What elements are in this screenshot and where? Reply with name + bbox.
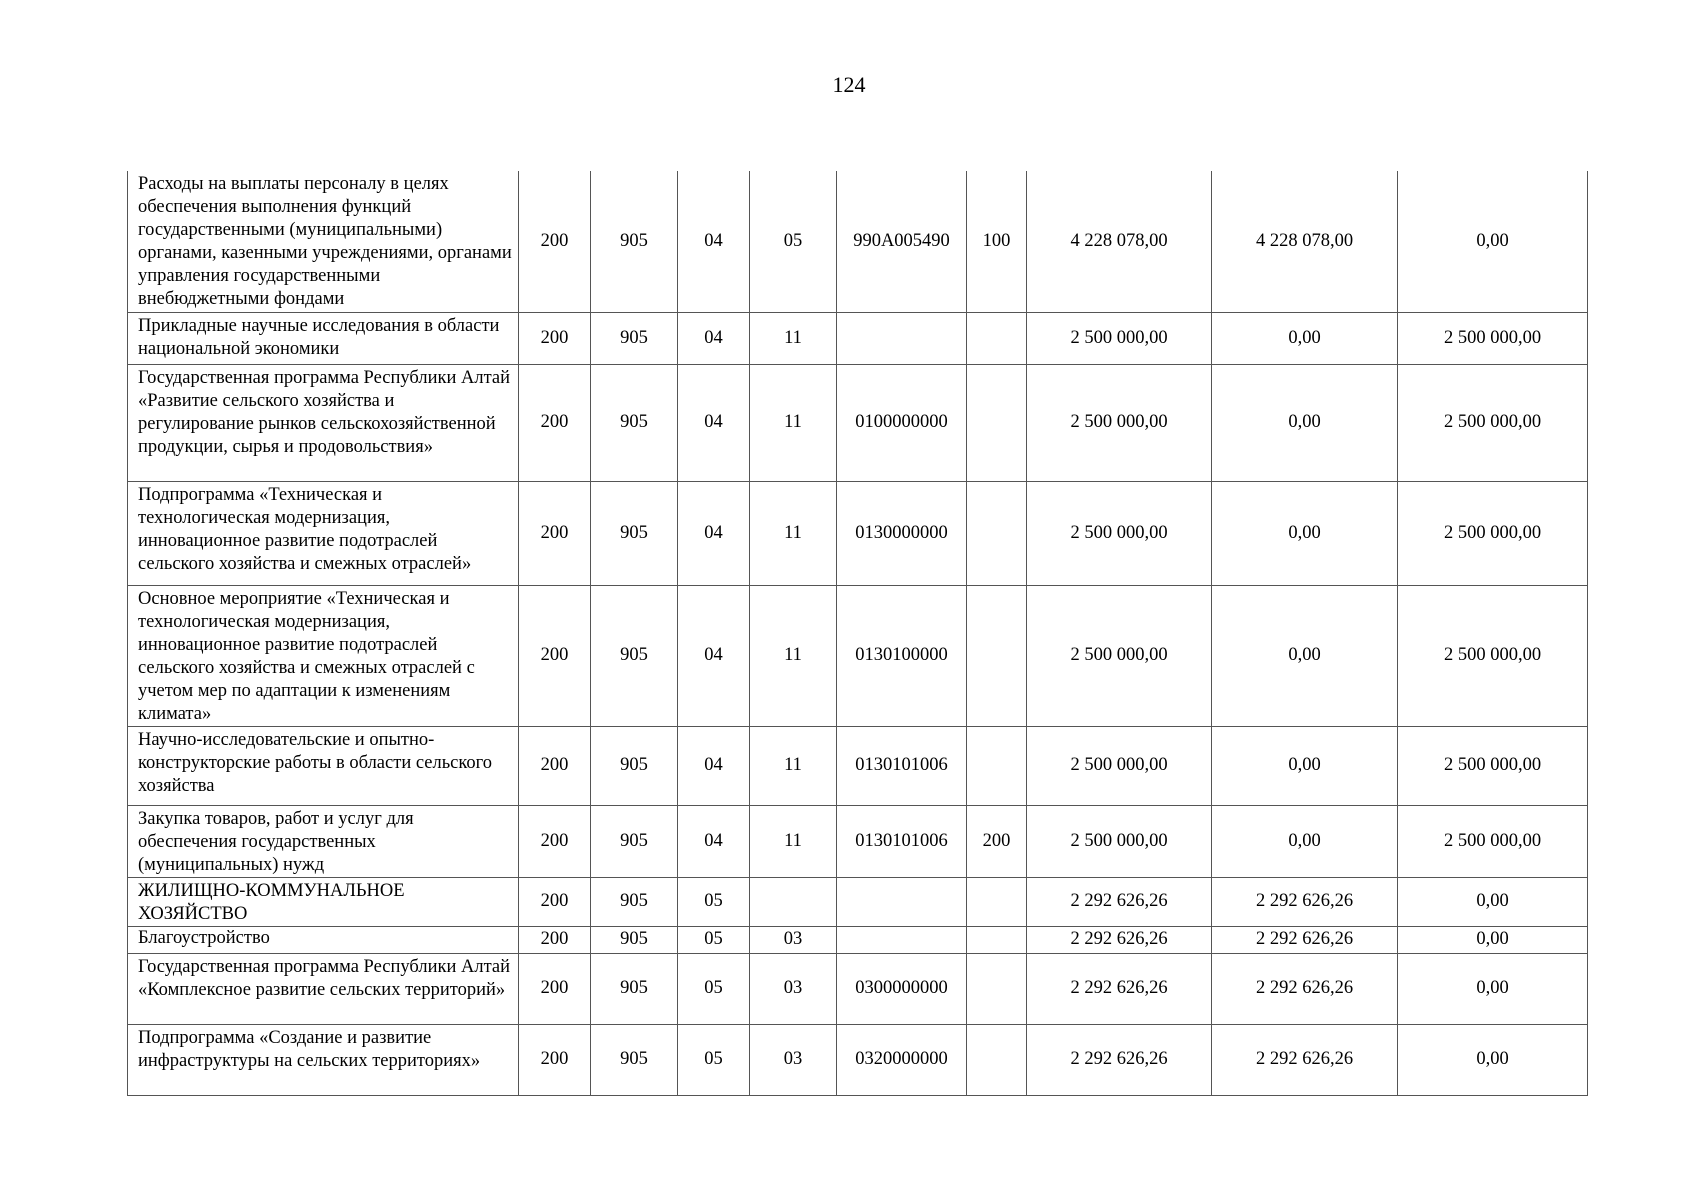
ministry-cell: 905: [591, 481, 678, 585]
target-cell: 0130100000: [837, 585, 967, 726]
table-row: [128, 726, 1588, 805]
row-name-cell: Подпрограмма «Создание и развитие инфраструктуры на сельских территориях»: [128, 1024, 519, 1095]
table-row: [128, 171, 1588, 312]
ministry-cell: 905: [591, 877, 678, 926]
subsection-cell: 11: [750, 805, 837, 877]
target-cell: 0320000000: [837, 1024, 967, 1095]
target-cell: [837, 926, 967, 953]
subsection-cell: [750, 877, 837, 926]
ministry-cell: 905: [591, 926, 678, 953]
kind-cell: 100: [967, 171, 1027, 312]
target-cell: 0130101006: [837, 726, 967, 805]
sum1-cell: 2 292 626,26: [1027, 1024, 1212, 1095]
sum3-cell: 2 500 000,00: [1398, 805, 1588, 877]
sum1-cell: 2 500 000,00: [1027, 726, 1212, 805]
kind-cell: [967, 585, 1027, 726]
table-row: [128, 953, 1588, 1024]
row-name-cell: Закупка товаров, работ и услуг для обеспечения государственных (муниципальных) нужд: [128, 805, 519, 877]
ministry-cell: 905: [591, 312, 678, 364]
kind-cell: [967, 481, 1027, 585]
row-name-cell: Благоустройство: [128, 926, 519, 953]
ministry-cell: 905: [591, 953, 678, 1024]
ministry-cell: 905: [591, 364, 678, 481]
code-cell: 200: [519, 805, 591, 877]
table-row: [128, 585, 1588, 726]
table-row: [128, 312, 1588, 364]
target-cell: [837, 877, 967, 926]
code-cell: 200: [519, 1024, 591, 1095]
sum2-cell: 0,00: [1212, 481, 1398, 585]
sum2-cell: 2 292 626,26: [1212, 953, 1398, 1024]
ministry-cell: 905: [591, 805, 678, 877]
kind-cell: [967, 726, 1027, 805]
sum1-cell: 2 500 000,00: [1027, 481, 1212, 585]
table-row: [128, 877, 1588, 926]
subsection-cell: 11: [750, 726, 837, 805]
kind-cell: [967, 877, 1027, 926]
section-cell: 04: [678, 805, 750, 877]
section-cell: 04: [678, 585, 750, 726]
sum3-cell: 2 500 000,00: [1398, 481, 1588, 585]
ministry-cell: 905: [591, 1024, 678, 1095]
subsection-cell: 11: [750, 585, 837, 726]
sum1-cell: 2 292 626,26: [1027, 953, 1212, 1024]
sum2-cell: 0,00: [1212, 312, 1398, 364]
sum2-cell: 2 292 626,26: [1212, 1024, 1398, 1095]
sum1-cell: 2 292 626,26: [1027, 877, 1212, 926]
kind-cell: [967, 926, 1027, 953]
sum3-cell: 0,00: [1398, 953, 1588, 1024]
target-cell: 0130000000: [837, 481, 967, 585]
section-cell: 04: [678, 726, 750, 805]
section-cell: 04: [678, 312, 750, 364]
target-cell: 0100000000: [837, 364, 967, 481]
target-cell: 0300000000: [837, 953, 967, 1024]
code-cell: 200: [519, 953, 591, 1024]
sum3-cell: 0,00: [1398, 1024, 1588, 1095]
section-cell: 04: [678, 364, 750, 481]
sum1-cell: 2 500 000,00: [1027, 312, 1212, 364]
row-name-cell: Государственная программа Республики Алтай «Комплексное развитие сельских территорий»: [128, 953, 519, 1024]
code-cell: 200: [519, 926, 591, 953]
target-cell: 0130101006: [837, 805, 967, 877]
sum2-cell: 0,00: [1212, 805, 1398, 877]
subsection-cell: 11: [750, 481, 837, 585]
kind-cell: [967, 953, 1027, 1024]
section-cell: 05: [678, 926, 750, 953]
code-cell: 200: [519, 312, 591, 364]
sum1-cell: 4 228 078,00: [1027, 171, 1212, 312]
row-name-cell: Подпрограмма «Техническая и технологическая модернизация, инновационное развитие подотраслей сельского хозяйства и смежных отраслей»: [128, 481, 519, 585]
section-cell: 04: [678, 171, 750, 312]
subsection-cell: 03: [750, 1024, 837, 1095]
sum3-cell: 0,00: [1398, 171, 1588, 312]
code-cell: 200: [519, 726, 591, 805]
sum2-cell: 0,00: [1212, 364, 1398, 481]
row-name-cell: ЖИЛИЩНО-КОММУНАЛЬНОЕ ХОЗЯЙСТВО: [128, 877, 519, 926]
kind-cell: [967, 1024, 1027, 1095]
page-number: 124: [832, 72, 866, 97]
sum3-cell: 2 500 000,00: [1398, 364, 1588, 481]
table-row: [128, 805, 1588, 877]
sum2-cell: 2 292 626,26: [1212, 877, 1398, 926]
row-name-cell: Научно-исследовательские и опытно-конструкторские работы в области сельского хозяйства: [128, 726, 519, 805]
kind-cell: [967, 312, 1027, 364]
sum3-cell: 0,00: [1398, 926, 1588, 953]
subsection-cell: 11: [750, 312, 837, 364]
sum1-cell: 2 500 000,00: [1027, 585, 1212, 726]
budget-table: [127, 171, 1588, 1096]
section-cell: 05: [678, 953, 750, 1024]
section-cell: 04: [678, 481, 750, 585]
kind-cell: 200: [967, 805, 1027, 877]
sum3-cell: 0,00: [1398, 877, 1588, 926]
target-cell: 990А005490: [837, 171, 967, 312]
target-cell: [837, 312, 967, 364]
row-name-cell: Государственная программа Республики Алтай «Развитие сельского хозяйства и регулирование рынков сельскохозяйственной продукции, сырья и продовольствия»: [128, 364, 519, 481]
code-cell: 200: [519, 481, 591, 585]
section-cell: 05: [678, 1024, 750, 1095]
sum3-cell: 2 500 000,00: [1398, 585, 1588, 726]
kind-cell: [967, 364, 1027, 481]
sum1-cell: 2 292 626,26: [1027, 926, 1212, 953]
subsection-cell: 05: [750, 171, 837, 312]
sum1-cell: 2 500 000,00: [1027, 364, 1212, 481]
table-row: [128, 1024, 1588, 1095]
table-row: [128, 364, 1588, 481]
sum3-cell: 2 500 000,00: [1398, 726, 1588, 805]
code-cell: 200: [519, 877, 591, 926]
table-row: [128, 481, 1588, 585]
sum3-cell: 2 500 000,00: [1398, 312, 1588, 364]
code-cell: 200: [519, 585, 591, 726]
sum1-cell: 2 500 000,00: [1027, 805, 1212, 877]
row-name-cell: Основное мероприятие «Техническая и технологическая модернизация, инновационное развитие подотраслей сельского хозяйства и смежных отраслей с учетом мер по адаптации к изменениям климата»: [128, 585, 519, 726]
section-cell: 05: [678, 877, 750, 926]
subsection-cell: 03: [750, 926, 837, 953]
sum2-cell: 4 228 078,00: [1212, 171, 1398, 312]
ministry-cell: 905: [591, 585, 678, 726]
row-name-cell: Расходы на выплаты персоналу в целях обеспечения выполнения функций государственными (муниципальными) органами, казенными учреждениями, органами управления государственными внебюджетными фондами: [128, 171, 519, 312]
code-cell: 200: [519, 364, 591, 481]
row-name-cell: Прикладные научные исследования в области национальной экономики: [128, 312, 519, 364]
table-row: [128, 926, 1588, 953]
subsection-cell: 11: [750, 364, 837, 481]
code-cell: 200: [519, 171, 591, 312]
sum2-cell: 0,00: [1212, 585, 1398, 726]
sum2-cell: 2 292 626,26: [1212, 926, 1398, 953]
ministry-cell: 905: [591, 726, 678, 805]
ministry-cell: 905: [591, 171, 678, 312]
sum2-cell: 0,00: [1212, 726, 1398, 805]
subsection-cell: 03: [750, 953, 837, 1024]
